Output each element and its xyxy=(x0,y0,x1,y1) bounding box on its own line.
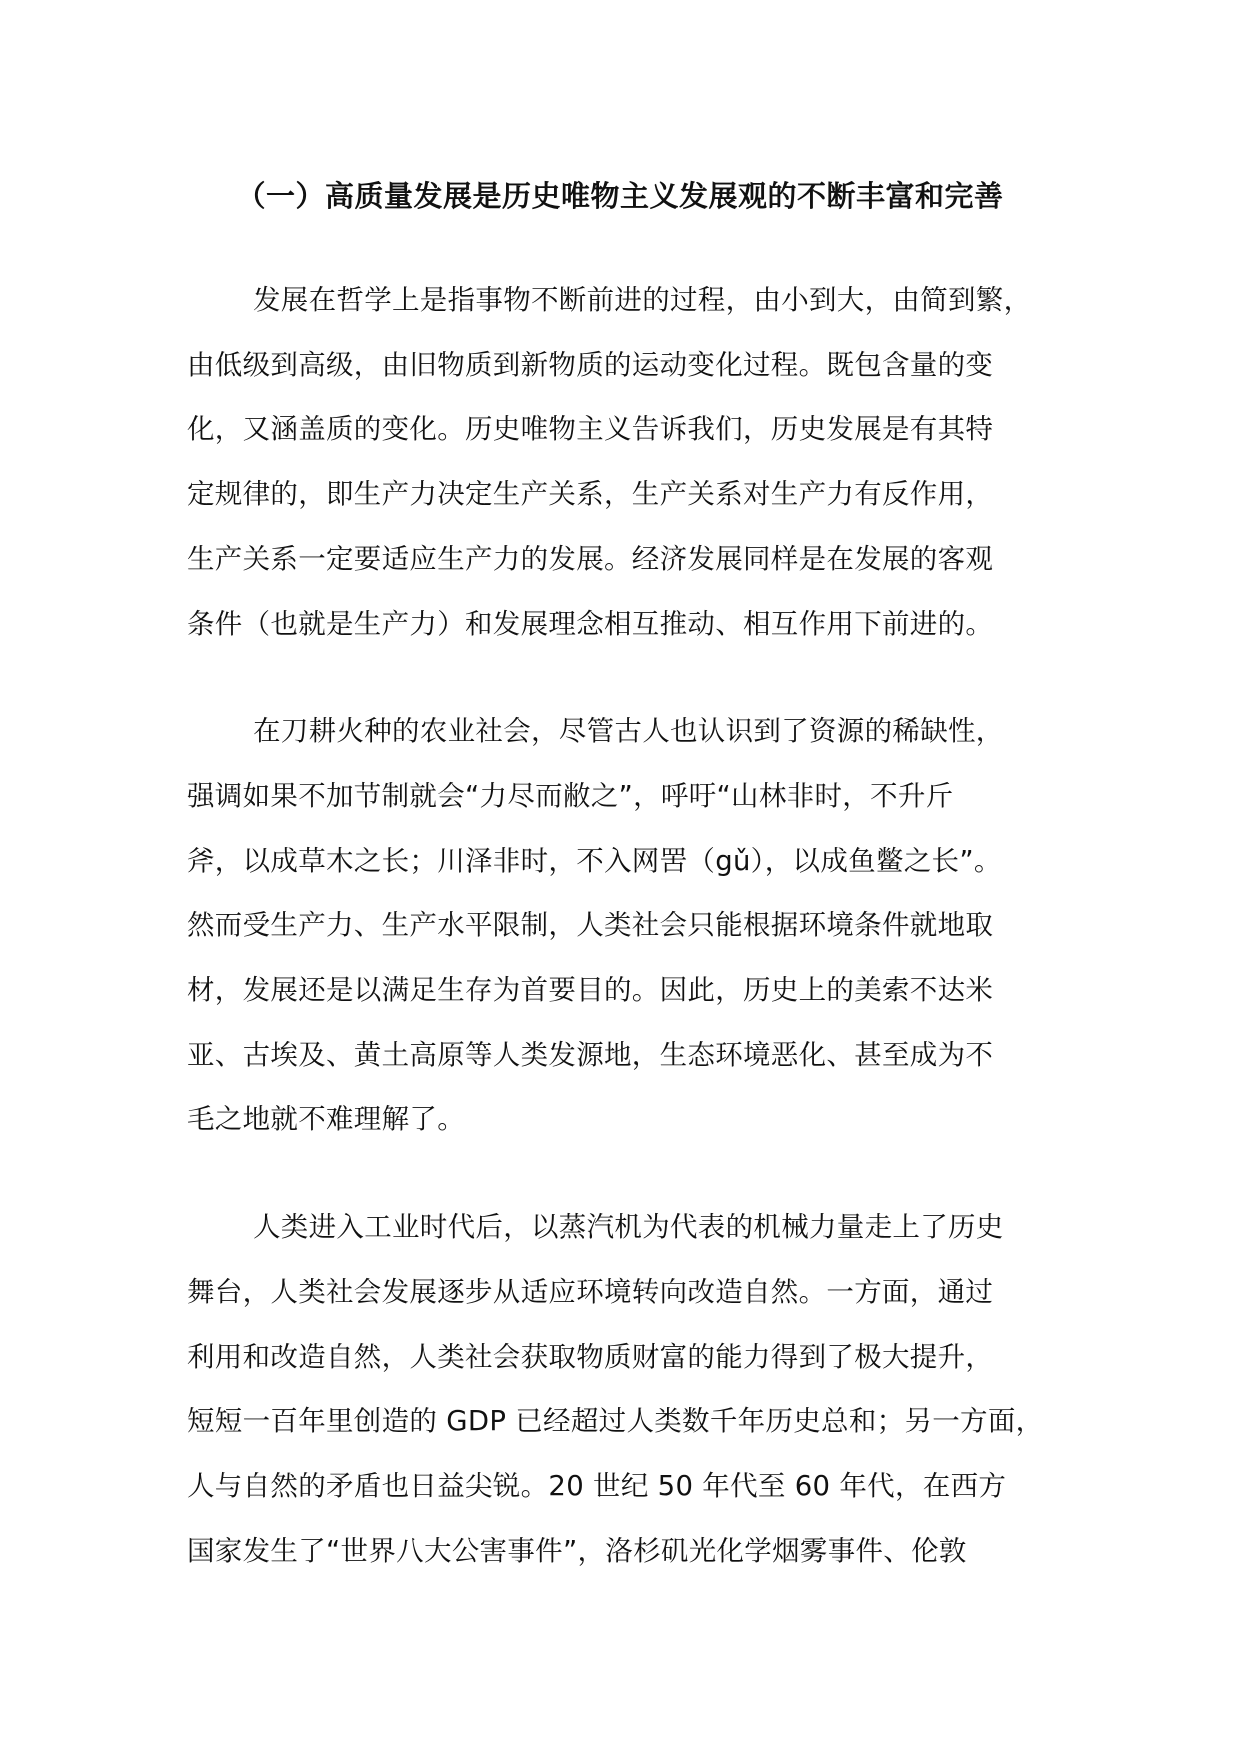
paragraph-2: 在刀耕火种的农业社会，尽管古人也认识到了资源的稀缺性， 强调如果不加节制就会“力尽而敝之”，呼吁“山林非时，不升斤 斧，以成草木之长；川泽非时，不入网罟（gǔ），以成鱼鳖之长”。 然而受生产力、生产水平限制，人类社会只能根据环境条件就地取 材，发展还是以满足生存为首要目的。因此，历史上的美索不达米 亚、古埃及、黄土高原等人类发源地，生态环境恶化、甚至成为不 毛之地就不难理解了。 xyxy=(187,715,1004,1136)
paragraph-3: 人类进入工业时代后，以蒸汽机为代表的机械力量走上了历史 舞台，人类社会发展逐步从适应环境转向改造自然。一方面，通过 利用和改造自然，人类社会获取物质财富的能力得到了极大提升， 短短一百年里创造的 GDP 已经超过人类数千年历史总和；另一方面， 人与自然的矛盾也日益尖锐。20 世纪 50 年代至 60 年代，在西方 国家发生了“世界八大公害事件”，洛杉矶光化学烟雾事件、伦敦 xyxy=(187,1211,1044,1567)
paragraph-1: 发展在哲学上是指事物不断前进的过程，由小到大，由简到繁， 由低级到高级，由旧物质到新物质的运动变化过程。既包含量的变 化，又涵盖质的变化。历史唯物主义告诉我们，历史发展是有其特 定规律的，即生产力决定生产关系，生产关系对生产力有反作用， 生产关系一定要适应生产力的发展。经济发展同样是在发展的客观 条件（也就是生产力）和发展理念相互推动、相互作用下前进的。 xyxy=(187,284,1032,640)
section-heading: （一）高质量发展是历史唯物主义发展观的不断丰富和完善 xyxy=(236,179,1004,213)
document-body xyxy=(187,268,1067,1626)
